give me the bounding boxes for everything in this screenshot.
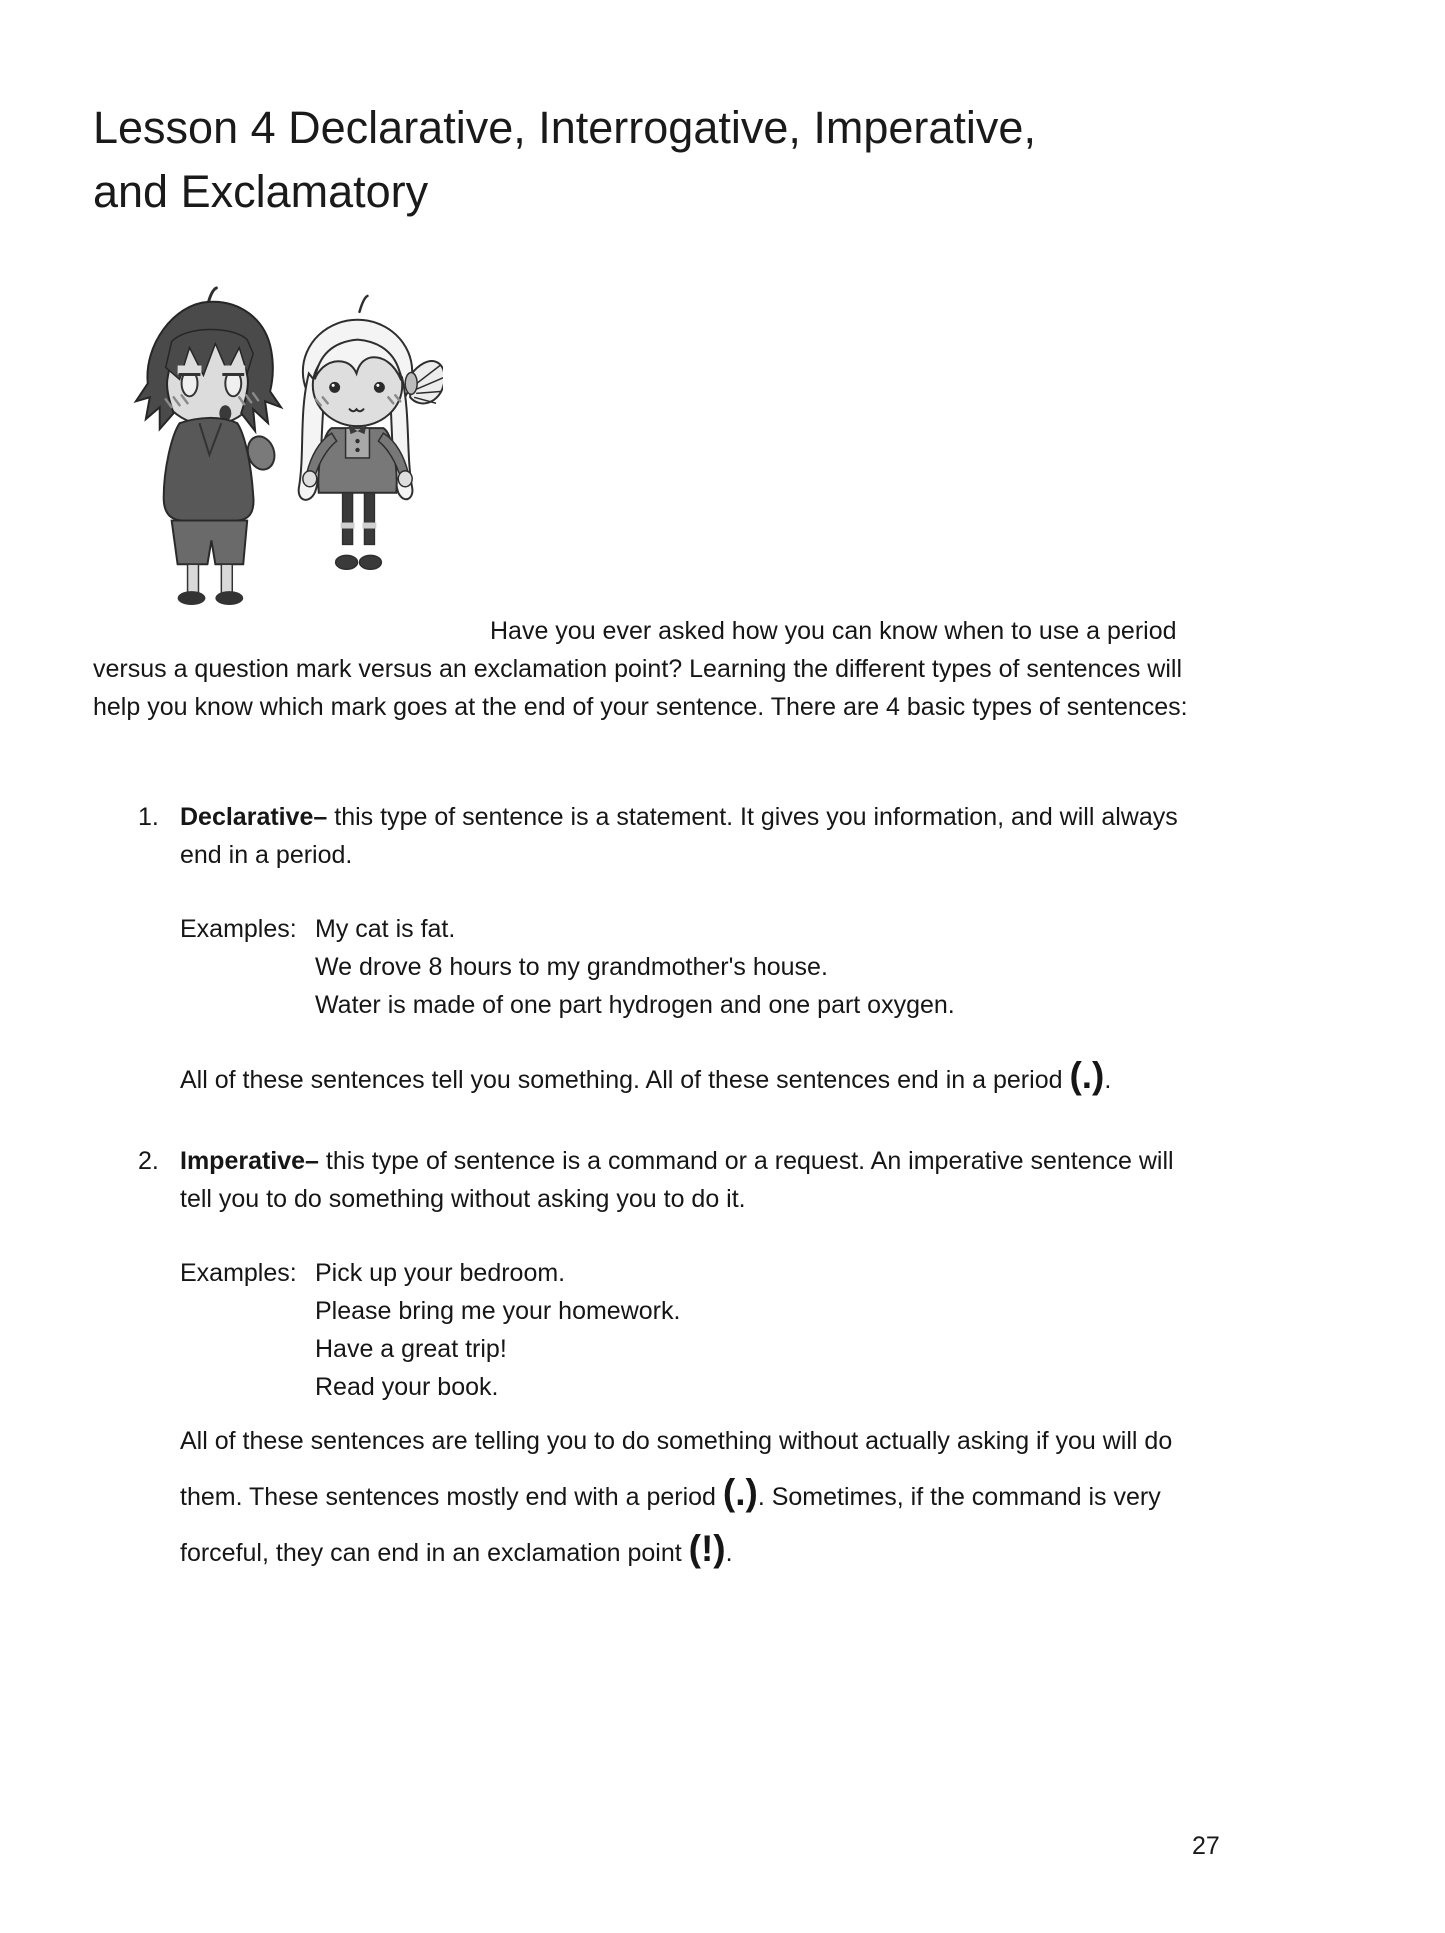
declarative-summary (180, 1054, 1225, 1102)
period-symbol: (.) (722, 1472, 758, 1513)
example-sentence: Have a great trip! (315, 1335, 507, 1363)
example-sentence: Please bring me your homework. (315, 1297, 681, 1325)
imperative-examples (180, 1254, 1233, 1406)
document-page (93, 96, 1233, 1579)
examples-lines (315, 1254, 680, 1406)
summary-text: . (1104, 1066, 1112, 1094)
declarative-examples (180, 910, 1233, 1024)
chibi-characters-drawing (113, 284, 443, 612)
list-item-text (180, 1142, 1180, 1218)
definition-declarative: this type of sentence is a statement. It gives you information, and will always end in a period. (180, 803, 1178, 869)
list-item-text (180, 798, 1180, 874)
examples-lines (315, 910, 955, 1024)
chibi-characters-illustration (113, 284, 443, 612)
summary-text: All of these sentences are telling you to do something without actually asking if you will do them. These sentences mostly end with a period (180, 1427, 1173, 1511)
examples-label: Examples: (180, 1259, 297, 1287)
list-number: 1. (138, 803, 159, 831)
list-number: 2. (138, 1147, 159, 1175)
sentence-types-list (93, 798, 1233, 1579)
term-imperative: Imperative– (180, 1147, 319, 1175)
definition-imperative: this type of sentence is a command or a request. An imperative sentence will tell you to do something without asking you to do it. (180, 1147, 1174, 1213)
list-item-imperative (138, 1142, 1233, 1218)
imperative-summary (180, 1416, 1225, 1579)
summary-text: All of these sentences tell you something. All of these sentences end in a period (180, 1066, 1070, 1094)
example-sentence: We drove 8 hours to my grandmother's house. (315, 953, 828, 981)
example-sentence: Read your book. (315, 1373, 499, 1401)
summary-text: . Sometimes, if the command is very forceful, they can end in an exclamation point (180, 1483, 1161, 1567)
period-symbol: (.) (1069, 1055, 1105, 1096)
example-sentence: Pick up your bedroom. (315, 1259, 566, 1287)
example-sentence: Water is made of one part hydrogen and one part oxygen. (315, 991, 955, 1019)
summary-text: . (725, 1539, 733, 1567)
intro-paragraph: Have you ever asked how you can know when to use a period versus a question mark versus an exclamation point? Learning the different types of sentences will help you know which mark goes at the end of your sentence. There are 4 basic types of sentences: (93, 617, 1188, 721)
page-title: Lesson 4 Declarative, Interrogative, Imperative, and Exclamatory (93, 102, 1036, 217)
term-declarative: Declarative– (180, 803, 328, 831)
list-item-declarative (138, 798, 1233, 874)
exclamation-symbol: (!) (688, 1528, 726, 1569)
page-number: 27 (1192, 1832, 1220, 1860)
examples-label: Examples: (180, 915, 297, 943)
example-sentence: My cat is fat. (315, 915, 456, 943)
